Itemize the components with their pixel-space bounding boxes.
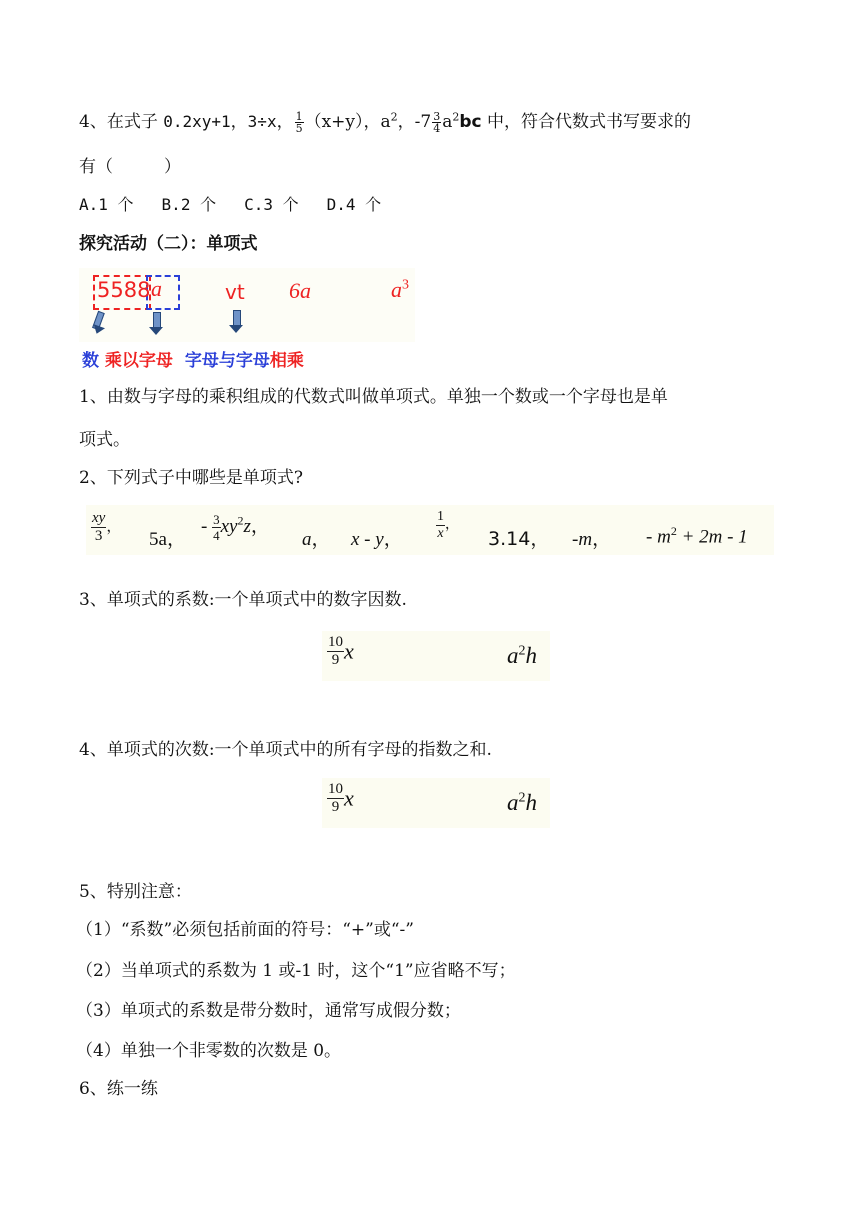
option-a: A.1 个 <box>79 195 134 214</box>
note-2: （2）当单项式的系数为 1 或-1 时，这个“1”应省略不写； <box>76 961 516 981</box>
exp: 2 <box>670 524 677 538</box>
coefficient-definition: 3、单项式的系数:一个单项式中的数字因数. <box>79 590 407 610</box>
exp: 2 <box>390 110 398 124</box>
den: 5 <box>295 122 303 135</box>
expr-xy-over-3 <box>91 511 121 544</box>
section-title: 探究活动（二）：单项式 <box>79 234 258 254</box>
expr-a-squared: a <box>380 112 391 132</box>
sep: ， <box>230 112 248 132</box>
expr-x-minus-y <box>351 524 403 551</box>
exp: 2 <box>518 643 526 659</box>
q4-suffix: 中，符合代数式书写要求的 <box>487 112 692 132</box>
special-notes-heading: 5、特别注意： <box>79 882 192 902</box>
mixed-number: -7 <box>414 112 432 132</box>
base: a <box>507 790 519 815</box>
var: a <box>442 112 453 132</box>
note-4: （4）单独一个非零数的次数是 0。 <box>76 1041 342 1061</box>
comma: ， <box>592 529 612 550</box>
num: xy <box>92 510 106 526</box>
expr-x-plus-y: （x+y） <box>304 112 364 132</box>
var: bc <box>459 112 482 132</box>
coefficient-examples <box>322 631 550 681</box>
option-c: C.3 个 <box>244 195 299 214</box>
num: 10 <box>328 634 343 650</box>
question-which-monomials: 2、下列式子中哪些是单项式? <box>79 468 303 488</box>
exp: 3 <box>402 277 409 293</box>
expr-neg-3-4-xy2z <box>201 511 270 542</box>
base: a <box>391 277 402 302</box>
answer-options <box>79 193 381 217</box>
expr-10-9-x <box>327 782 354 815</box>
expr-1-over-x <box>436 510 459 541</box>
arrow-down-icon <box>229 310 245 336</box>
den: 4 <box>433 122 441 135</box>
comma: ， <box>311 529 331 550</box>
sep: ， <box>276 112 294 132</box>
definition-line-1: 1、由数与字母的乘积组成的代数式叫做单项式。单独一个数或一个字母也是单 <box>79 387 668 407</box>
definition-line-2: 项式。 <box>79 430 130 450</box>
expr-10-9-x <box>327 635 354 668</box>
var: x <box>344 785 354 811</box>
degree-definition: 4、单项式的次数:一个单项式中的所有字母的指数之和. <box>79 740 492 760</box>
den: x <box>437 526 444 541</box>
option-d: D.4 个 <box>326 195 382 214</box>
comma: ， <box>166 529 186 550</box>
expr-neg-m <box>572 524 611 551</box>
expr-polynomial <box>646 524 748 548</box>
term-vt: vt <box>225 280 245 304</box>
arrow-down-icon <box>93 312 109 338</box>
note-3: （3）单项式的系数是带分数时，通常写成假分数； <box>76 1001 461 1021</box>
base: a <box>507 643 519 668</box>
term: -m <box>572 529 593 550</box>
option-b: B.2 个 <box>161 195 217 214</box>
comma: ， <box>250 516 270 537</box>
label-multiply: 相乘 <box>269 351 304 371</box>
exp: 2 <box>518 790 526 806</box>
expr-5a <box>149 524 186 551</box>
practice-heading: 6、练一练 <box>79 1079 158 1099</box>
exp: 2 <box>452 110 460 124</box>
term: + 2m - 1 <box>676 526 748 548</box>
num: 10 <box>328 781 343 797</box>
comma: ， <box>445 517 459 533</box>
num: 1 <box>295 110 303 123</box>
exp: 2 <box>237 513 244 528</box>
term: 3.14 <box>488 528 531 550</box>
term: x - y <box>351 529 384 550</box>
var: h <box>525 790 537 815</box>
den: 9 <box>331 652 340 668</box>
sep: ， <box>363 112 381 132</box>
sign: - <box>201 516 208 537</box>
expr-3div-x: 3÷x <box>247 112 277 131</box>
expression-list <box>86 505 774 555</box>
expr-a2h <box>507 643 537 669</box>
num: 3 <box>433 110 441 123</box>
question-4-line2: 有（ ） <box>79 157 181 177</box>
degree-examples <box>322 778 550 828</box>
number-5588: 5588 <box>97 278 151 302</box>
fraction-3-4 <box>432 111 441 134</box>
expr-a2h <box>507 790 537 816</box>
num: 3 <box>213 512 220 528</box>
var: a <box>302 529 312 550</box>
num: 1 <box>437 509 444 524</box>
label-letter-letter: 字母与字母 <box>184 351 270 371</box>
expr-a <box>302 524 331 551</box>
q4-prefix: 4、在式子 <box>79 112 158 132</box>
arrow-down-icon <box>149 312 165 338</box>
term: - m <box>646 526 671 548</box>
var: xy <box>220 516 238 537</box>
note-1: （1）“系数”必须包括前面的符号：“+”或“-” <box>76 920 414 940</box>
comma: ， <box>106 518 122 535</box>
term: 5a <box>149 529 167 550</box>
expr-0.2xy+1: 0.2xy+1 <box>163 112 231 131</box>
var: h <box>525 643 537 668</box>
expr-3.14 <box>488 524 549 551</box>
question-4 <box>79 110 691 134</box>
monomial-figure <box>79 268 415 342</box>
den: 3 <box>94 528 103 544</box>
den: 9 <box>331 799 340 815</box>
letter-a: a <box>151 276 162 301</box>
var: z <box>243 516 251 537</box>
den: 4 <box>213 528 220 544</box>
term-6a: 6a <box>289 278 311 303</box>
comma: ， <box>383 529 403 550</box>
sep: ， <box>397 112 415 132</box>
fraction-1-5 <box>295 111 304 134</box>
figure-caption <box>82 346 304 371</box>
comma: ， <box>530 528 550 550</box>
var: x <box>344 638 354 664</box>
term-a-cubed <box>391 277 409 303</box>
label-number: 数 <box>82 351 99 371</box>
label-times-letter: 乘以字母 <box>104 351 173 371</box>
